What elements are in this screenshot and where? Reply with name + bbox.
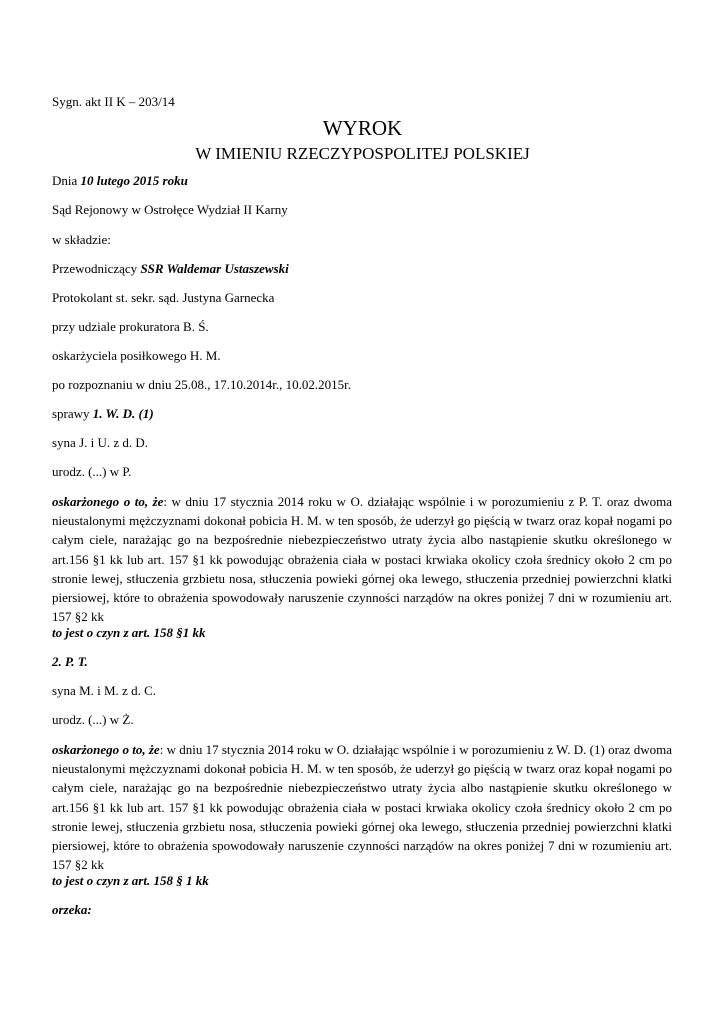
court-clerk: Protokolant st. sekr. sąd. Justyna Garnecka: [52, 290, 275, 305]
document-subtitle: W IMIENIU RZECZYPOSPOLITEJ POLSKIEJ: [195, 144, 530, 163]
charge-2: [52, 740, 672, 874]
document-title: WYROK: [322, 116, 403, 140]
defendant-2-parents: syna M. i M. z d. C.: [52, 683, 156, 698]
date-prefix: Dnia: [52, 173, 81, 188]
defendant-1-birth: urodz. (...) w P.: [52, 464, 132, 479]
presiding-name: SSR Waldemar Ustaszewski: [140, 261, 289, 276]
offence-1: to jest o czyn z art. 158 §1 kk: [52, 625, 206, 640]
defendant-2-birth: urodz. (...) w Ż.: [52, 712, 134, 727]
court-name: Sąd Rejonowy w Ostrołęce Wydział II Karny: [52, 202, 288, 217]
composition-label: w składzie:: [52, 232, 111, 247]
case-signature: Sygn. akt II K – 203/14: [52, 94, 175, 109]
judgment-date: [52, 172, 188, 189]
ruling-label: orzeka:: [52, 902, 92, 917]
defendant-2-name: 2. P. T.: [52, 654, 88, 669]
presiding-prefix: Przewodniczący: [52, 261, 141, 276]
prosecutor: przy udziale prokuratora B. Ś.: [52, 319, 209, 334]
date-value: 10 lutego 2015 roku: [80, 173, 188, 188]
offence-2: to jest o czyn z art. 158 § 1 kk: [52, 873, 209, 888]
case-prefix: sprawy: [52, 406, 93, 421]
charge-2-label: oskarżonego o to, że: [52, 742, 160, 757]
hearing-dates: po rozpoznaniu w dniu 25.08., 17.10.2014r., 10.02.2015r.: [52, 377, 351, 392]
defendant-1-name: 1. W. D. (1): [92, 406, 154, 421]
charge-1-label: oskarżonego o to, że: [52, 494, 164, 509]
presiding-judge: [52, 260, 289, 277]
auxiliary-prosecutor: oskarżyciela posiłkowego H. M.: [52, 348, 221, 363]
charge-1-text: : w dniu 17 stycznia 2014 roku w O. działając wspólnie i w porozumieniu z P. T. oraz dwoma nieustalonymi mężczyznami dokonał pobicia H. M. w ten sposób, że uderzył go pięścią w twarz oraz kopał nogami po całym ciele, narażając go na bezpośrednie niebezpieczeństwo utraty życia albo nastąpienie skutku określonego w art.156 §1 kk lub art. 157 §1 kk powodując obrażenia ciała w postaci krwiaka okolicy czoła średnicy około 2 cm po stronie lewej, stłuczenia grzbietu nosa, stłuczenia powieki górnej oka lewego, stłuczenia przedniej powierzchni klatki piersiowej, które to obrażenia spowodowały naruszenie czynności narządów na okres poniżej 7 dni w rozumieniu art. 157 §2 kk: [52, 494, 672, 625]
charge-2-text: : w dniu 17 stycznia 2014 roku w O. działając wspólnie i w porozumieniu z W. D. (1) oraz dwoma nieustalonymi mężczyznami dokonał pobicia H. M. w ten sposób, że uderzył go pięścią w twarz oraz kopał nogami po całym ciele, narażając go na bezpośrednie niebezpieczeństwo utraty życia albo nastąpienie skutku określonego w art.156 §1 kk lub art. 157 §1 kk powodując obrażenia ciała w postaci krwiaka okolicy czoła średnicy około 2 cm po stronie lewej, stłuczenia grzbietu nosa, stłuczenia powieki górnej oka lewego, stłuczenia przedniej powierzchni klatki piersiowej, które to obrażenia spowodowały naruszenie czynności narządów na okres poniżej 7 dni w rozumieniu art. 157 §2 kk: [52, 742, 672, 873]
defendant-1-parents: syna J. i U. z d. D.: [52, 435, 149, 450]
case-defendant-1: [52, 405, 154, 422]
charge-1: [52, 492, 672, 626]
